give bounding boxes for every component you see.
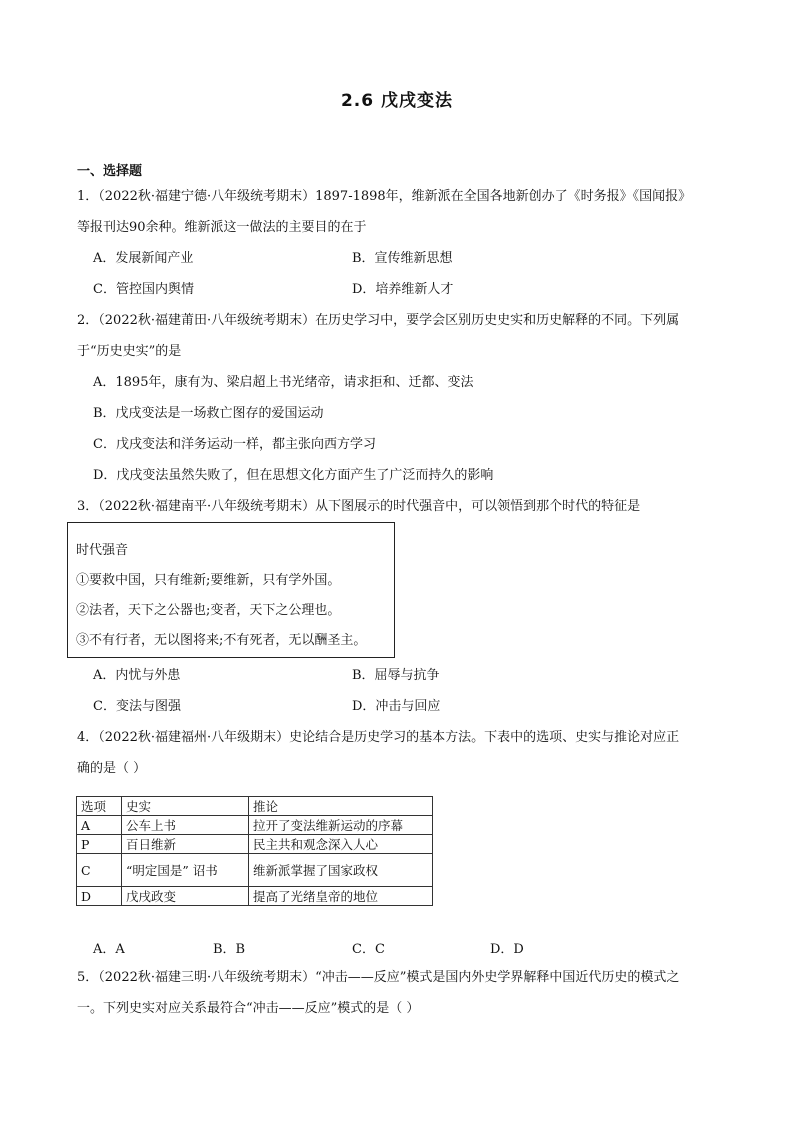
table-header-row [77, 797, 433, 816]
fact-inference-table [76, 796, 433, 906]
table-row [77, 854, 433, 887]
q2-option-a: A．1895年，康有为、梁启超上书光绪帝，请求拒和、迁都、变法 [93, 375, 474, 390]
q2-stem-line2: 于“历史史实”的是 [77, 344, 182, 359]
q4-stem-line1: 4．（2022秋·福建福州·八年级期末）史论结合是历史学习的基本方法。下表中的选项、史实与推论对应正 [77, 730, 680, 745]
page-title: 2.6 戊戌变法 [340, 91, 454, 111]
table-header-cell: 史实 [122, 797, 249, 816]
table-cell: “明定国是” 诏书 [122, 854, 249, 887]
table-cell: 百日维新 [122, 835, 249, 854]
q2-option-c: C．戊戌变法和洋务运动一样，都主张向西方学习 [93, 437, 376, 452]
q2-option-b: B．戊戌变法是一场救亡图存的爱国运动 [93, 406, 324, 421]
table-cell: D [77, 887, 122, 906]
q1-option-a: A．发展新闻产业 [93, 251, 194, 266]
q1-stem-line1: 1．（2022秋·福建宁德·八年级统考期末）1897-1898年，维新派在全国各地新创办了《时务报》《国闻报》 [77, 189, 692, 204]
q2-option-d: D．戊戌变法虽然失败了，但在思想文化方面产生了广泛而持久的影响 [93, 468, 494, 483]
quote-box [67, 522, 395, 658]
table-row [77, 816, 433, 835]
table-cell: P [77, 835, 122, 854]
q3-option-d: D．冲击与回应 [352, 699, 441, 714]
q5-stem-line1: 5．（2022秋·福建三明·八年级统考期末）“冲击——反应”模式是国内外史学界解释中国近代历史的模式之 [77, 970, 680, 985]
table-cell: 戊戌政变 [122, 887, 249, 906]
table-row [77, 887, 433, 906]
table-cell: 拉开了变法维新运动的序幕 [249, 816, 433, 835]
q4-option-d: D．D [490, 942, 524, 957]
quote-line-2: ②法者，天下之公器也;变者，天下之公理也。 [76, 603, 341, 618]
q4-option-b: B．B [213, 942, 246, 957]
table-header-cell: 推论 [249, 797, 433, 816]
quote-line-3: ③不有行者，无以图将来;不有死者，无以酬圣主。 [76, 633, 367, 648]
table-row [77, 835, 433, 854]
table-cell: 维新派掌握了国家政权 [249, 854, 433, 887]
q3-option-c: C．变法与图强 [93, 699, 181, 714]
table-cell: 民主共和观念深入人心 [249, 835, 433, 854]
quote-box-title: 时代强音 [76, 543, 129, 558]
table-cell: A [77, 816, 122, 835]
quote-line-1: ①要救中国，只有维新;要维新，只有学外国。 [76, 573, 341, 588]
q4-option-a: A．A [93, 942, 125, 957]
section-heading: 一、选择题 [77, 164, 143, 179]
q1-option-c: C．管控国内舆情 [93, 282, 194, 297]
q2-stem-line1: 2．（2022秋·福建莆田·八年级统考期末）在历史学习中，要学会区别历史史实和历史解释的不同。下列属 [77, 313, 680, 328]
q1-option-d: D．培养维新人才 [352, 282, 454, 297]
q4-stem-line2: 确的是（ ） [77, 761, 147, 776]
q3-option-b: B．屈辱与抗争 [352, 668, 440, 683]
q3-option-a: A．内忧与外患 [93, 668, 181, 683]
q1-stem-line2: 等报刊达90余种。维新派这一做法的主要目的在于 [77, 220, 367, 235]
table-cell: 公车上书 [122, 816, 249, 835]
table-header-cell: 选项 [77, 797, 122, 816]
table-cell: C [77, 854, 122, 887]
q1-option-b: B．宣传维新思想 [352, 251, 453, 266]
q5-stem-line2: 一。下列史实对应关系最符合“冲击——反应”模式的是（ ） [77, 1001, 420, 1016]
q4-option-c: C．C [352, 942, 385, 957]
q3-stem-line1: 3．（2022秋·福建南平·八年级统考期末）从下图展示的时代强音中，可以领悟到那个时代的特征是 [77, 499, 641, 514]
table-cell: 提高了光绪皇帝的地位 [249, 887, 433, 906]
